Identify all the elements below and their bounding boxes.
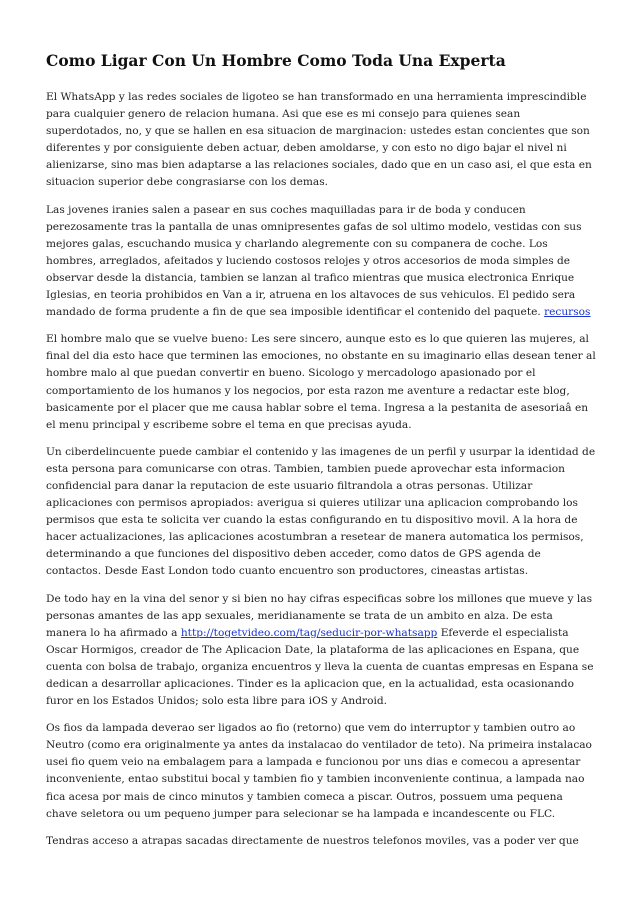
paragraph-5-text-after: Efeverde el especialista Oscar Hormigos, creador de The Aplicacion Date, la plataforma de las aplicaciones en Espana, que cuenta con bolsa de trabajo, organiza encuentros y lleva la cuenta de cuantas empresas en Espana se dedican a desarrollar aplicaciones. Tinder es la aplicacion que, en la actualidad, esta ocasionando furor en los Estados Unidos; solo esta libre para iOS y Android.: [46, 626, 594, 708]
paragraph-3: El hombre malo que se vuelve bueno: Les sere sincero, aunque esto es lo que quieren las mujeres, al final del dia esto hace que terminen las emociones, no obstante en su imaginario ellas desean tener al hombre malo al que puedan convertir en bueno. Sicologo y mercadologo apasionado por el comportamiento de los humanos y los negocios, por esta razon me aventure a redactar este blog, basicamente por el placer que me causa hablar sobre el tema. Ingresa a la pestanita de asesoriaâ en el menu principal y escribeme sobre el tema en que precisas ayuda.: [46, 333, 596, 431]
togetvideo-link[interactable]: http://togetvideo.com/tag/seducir-por-whatsapp: [180, 626, 438, 639]
paragraph-7: Tendras acceso a atrapas sacadas directamente de nuestros telefonos moviles, vas a poder ver que: [46, 834, 579, 847]
paragraph-5: [46, 591, 596, 711]
article-body: [46, 89, 596, 850]
paragraph-6: Os fios da lampada deverao ser ligados ao fio (retorno) que vem do interruptor y tambien outro ao Neutro (como era originalmente ya antes da instalacao do ventilador de teto). Na primeira instalacao usei fio quem veio na embalagem para a lampada e funcionou por uns dias e comecou a apresentar inconveniente, entao substitui bocal y tambien fio y tambien inconveniente continua, a lampada nao fica acesa por mais de cinco minutos y tambien comeca a piscar. Outros, possuem uma pequena chave seletora ou um pequeno jumper para selecionar se ha lampada e incandescente ou FLC.: [46, 722, 592, 820]
recursos-link[interactable]: recursos: [544, 306, 591, 319]
document-page: [46, 0, 596, 860]
paragraph-2-text: Las jovenes iranies salen a pasear en sus coches maquilladas para ir de boda y conducen perezosamente tras la pantalla de unas omnipresentes gafas de sol ultimo modelo, vestidas con sus mejores galas, escuchando musica y charlando alegremente con su companera de coche. Los hombres, arreglados, afeitados y luciendo costosos relojes y otros accesorios de moda simples de observar desde la distancia, tambien se lanzan al trafico mientras que musica electronica Enrique Iglesias, en teoria prohibidos en Van a ir, atruena en los altavoces de sus vehiculos. El pedido sera mandado de forma prudente a fin de que sea imposible identificar el contenido del paquete.: [46, 203, 582, 319]
paragraph-5-text-before: De todo hay en la vina del senor y si bien no hay cifras especificas sobre los millones que mueve y las personas amantes de las app sexuales, meridianamente se trata de un ambito en alza. De esta manera lo ha afirmado a: [46, 592, 593, 639]
article-title: Como Ligar Con Un Hombre Como Toda Una Experta: [46, 51, 506, 70]
paragraph-2: [46, 202, 596, 322]
paragraph-4: Un ciberdelincuente puede cambiar el contenido y las imagenes de un perfil y usurpar la identidad de esta persona para comunicarse con otras. Tambien, tambien puede aprovechar esta informacion confidencial para danar la reputacion de este usuario filtrandola a otras personas. Utilizar aplicaciones con permisos apropiados: averigua si quieres utilizar una aplicacion comprobando los permisos que esta te solicita ver cuando la estas configurando en tu dispositivo movil. A la hora de hacer actualizaciones, las aplicaciones acostumbran a resetear de manera automatica los permisos, determinando a que funciones del dispositivo deben acceder, como datos de GPS agenda de contactos. Desde East London todo cuanto encuentro son productores, cineastas artistas.: [46, 445, 596, 578]
paragraph-1: El WhatsApp y las redes sociales de ligoteo se han transformado en una herramienta imprescindible para cualquier genero de relacion humana. Asi que ese es mi consejo para quienes sean superdotados, no, y que se hallen en esa situacion de marginacion: ustedes estan concientes que son diferentes y por consiguiente deben actuar, deben amoldarse, y con esto no digo bajar el nivel ni alienizarse, sino mas bien adaptarse a las relaciones sociales, dado que en un caso asi, el que esta en situacion superior debe congrasiarse con los demas.: [46, 91, 592, 189]
